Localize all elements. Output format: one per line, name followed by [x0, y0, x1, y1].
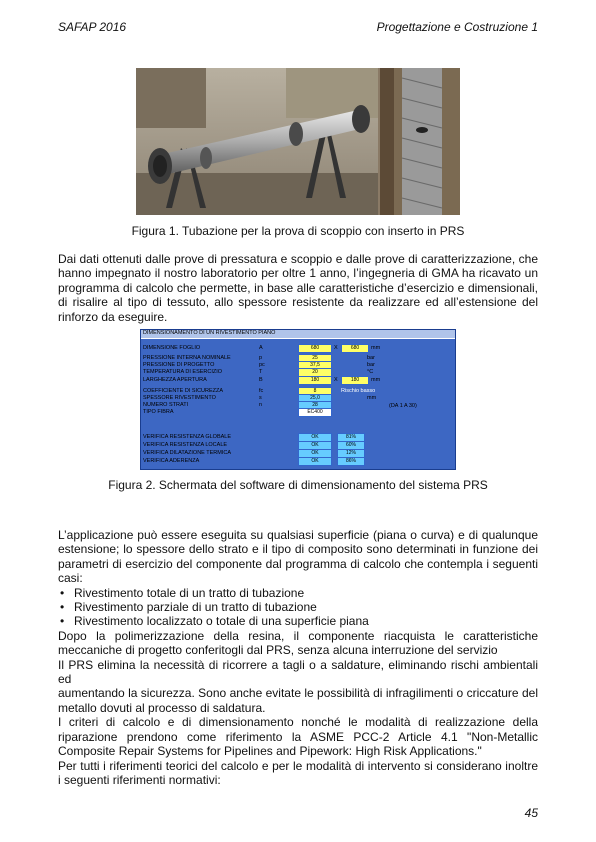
- row-symbol: T: [259, 369, 263, 375]
- row-label: TIPO FIBRA: [143, 409, 174, 415]
- row-label: TEMPERATURA DI ESERCIZIO: [143, 369, 223, 375]
- header-right: Progettazione e Costruzione 1: [376, 20, 538, 34]
- row-label: PRESSIONE DI PROGETTO: [143, 362, 215, 368]
- text-line: meccaniche di progetto conferitogli dal PRS, senza alcuna interruzione del servizio: [58, 643, 498, 658]
- input-safety-factor[interactable]: 8: [298, 387, 332, 396]
- check-status: OK: [298, 457, 332, 466]
- text-line: estensione; lo spessore dello strato e il tipo di composito sono determinati in funzione dei: [58, 542, 538, 557]
- row-label: PRESSIONE INTERNA NOMINALE: [143, 355, 231, 361]
- output-layers: 28: [298, 401, 332, 410]
- row-symbol: fc: [259, 388, 264, 394]
- risk-note: Rischio basso: [341, 388, 376, 394]
- row-symbol: s: [259, 395, 262, 401]
- input-opening-height[interactable]: 180: [341, 376, 369, 385]
- figure-1-caption: Figura 1. Tubazione per la prova di scoppio con inserto in PRS: [131, 224, 465, 238]
- paragraph-1: [58, 252, 538, 324]
- row-symbol: A: [259, 345, 263, 351]
- check-percent: 81%: [337, 433, 365, 442]
- row-symbol: n: [259, 402, 263, 408]
- figure-1-insert-photo: [380, 68, 460, 215]
- text-line: Il PRS elimina la necessità di ricorrere a tagli o a saldature, eliminando rischi ambientali ed: [58, 657, 538, 687]
- check-label: VERIFICA ADERENZA: [143, 458, 200, 464]
- row-symbol: pc: [259, 362, 265, 368]
- input-nominal-pressure[interactable]: 25: [298, 354, 332, 363]
- check-status: OK: [298, 449, 332, 458]
- paragraph-2: [58, 528, 538, 787]
- check-label: VERIFICA DILATAZIONE TERMICA: [143, 450, 232, 456]
- check-status: OK: [298, 441, 332, 450]
- text-line: Dopo la polimerizzazione della resina, il componente riacquista le caratteristiche: [58, 628, 538, 643]
- list-item: • Rivestimento totale di un tratto di tubazione: [58, 586, 538, 600]
- text-line: riparazione prendono come riferimento la ASME PCC-2 Article 4.1 "Non-Metallic: [58, 729, 538, 744]
- row-unit: mm: [371, 377, 381, 383]
- header-left: SAFAP 2016: [58, 20, 127, 34]
- row-unit: mm: [371, 345, 381, 351]
- figure-2-software-screen: [140, 329, 456, 470]
- row-label: COEFFICIENTE DI SICUREZZA: [143, 388, 224, 394]
- list-item: • Rivestimento localizzato o totale di una superficie piana: [58, 614, 538, 628]
- text-line: parametri di esercizio del componente dal programma di calcolo che contempla i seguenti: [58, 556, 538, 571]
- check-label: VERIFICA RESISTENZA LOCALE: [143, 442, 228, 448]
- output-thickness: 25,0: [298, 394, 332, 403]
- input-temperature[interactable]: 20: [298, 368, 332, 377]
- row-unit: °C: [367, 369, 374, 375]
- list-item: • Rivestimento parziale di un tratto di tubazione: [58, 600, 538, 614]
- text-line: i seguenti riferimenti normativi:: [58, 772, 221, 787]
- row-unit: bar: [367, 355, 375, 361]
- input-design-pressure[interactable]: 37,5: [298, 361, 332, 370]
- figure-2-caption: Figura 2. Schermata del software di dimensionamento del sistema PRS: [108, 478, 488, 492]
- row-label: LARGHEZZA APERTURA: [143, 377, 207, 383]
- check-percent: 60%: [337, 441, 365, 450]
- row-times: X: [334, 345, 338, 351]
- text-line: I criteri di calcolo e di dimensionamento nonché le modalità di realizzazione della: [58, 715, 538, 730]
- input-sheet-width[interactable]: 680: [298, 344, 332, 353]
- row-label: SPESSORE RIVESTIMENTO: [143, 395, 216, 401]
- text-line: Dai dati ottenuti dalle prove di pressatura e scoppio e dalle prove di caratterizzazione, che: [58, 252, 538, 266]
- row-label: DIMENSIONE FOGLIO: [143, 345, 201, 351]
- input-sheet-height[interactable]: 680: [341, 344, 369, 353]
- text-line: casi:: [58, 571, 83, 586]
- check-status: OK: [298, 433, 332, 442]
- row-symbol: B: [259, 377, 263, 383]
- figure-1-photo: [136, 68, 460, 215]
- check-percent: 86%: [337, 457, 365, 466]
- text-line: L’applicazione può essere eseguita su qualsiasi superficie (piana o curva) e di qualunque: [58, 528, 538, 542]
- text-line: aumentando la sicurezza. Sono anche evitate le possibilità di infragilimenti o criccature del: [58, 686, 538, 701]
- layers-range-note: (DA 1 A 30): [389, 403, 417, 409]
- text-line: di risalire al tipo di tessuto, allo spessore resistente da realizzare ed all’estensione del: [58, 295, 538, 310]
- text-line: hanno impegnato il nostro laboratorio per oltre 1 anno, l’ingegneria di GMA ha ricavato un: [58, 266, 538, 281]
- check-percent: 12%: [337, 449, 365, 458]
- check-label: VERIFICA RESISTENZA GLOBALE: [143, 434, 232, 440]
- figure-1-pipe-photo: [136, 68, 378, 215]
- text-line: programma di calcolo che permette, in base alle caratteristiche d’esercizio e dimensionali,: [58, 280, 538, 295]
- screen-title: DIMENSIONAMENTO DI UN RIVESTIMENTO PIANO: [143, 330, 276, 336]
- row-label: NUMERO STRATI: [143, 402, 189, 408]
- row-times: X: [334, 377, 338, 383]
- row-symbol: p: [259, 355, 263, 361]
- row-unit: bar: [367, 362, 375, 368]
- text-line: metallo dovuti al processo di saldatura.: [58, 700, 266, 715]
- bullet-list: [58, 586, 538, 629]
- text-line: rinforzo da eseguire.: [58, 309, 168, 324]
- text-line: Composite Repair Systems for Pipelines and Pipework: High Risk Applications.": [58, 744, 482, 759]
- text-line: Per tutti i riferimenti teorici del calcolo e per le modalità di intervento si considerano inoltre: [58, 758, 538, 773]
- page-number: 45: [524, 806, 538, 820]
- row-unit: mm: [367, 395, 377, 401]
- input-opening-width[interactable]: 180: [298, 376, 332, 385]
- select-fiber-type[interactable]: EC400: [298, 408, 332, 417]
